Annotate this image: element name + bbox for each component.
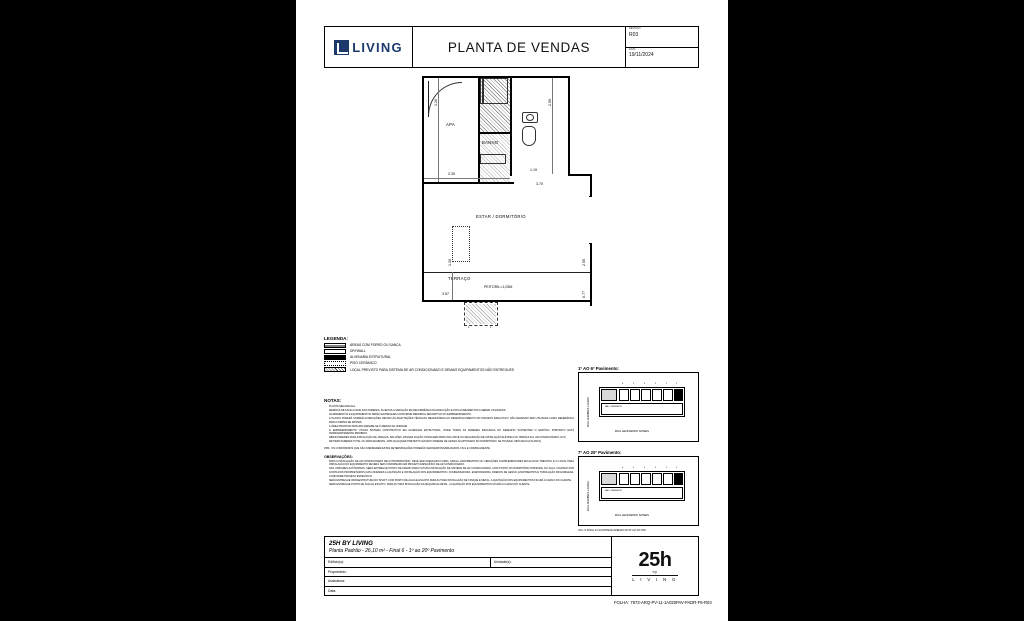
living-logo-mark bbox=[334, 40, 349, 55]
unit-mark: 5 bbox=[633, 467, 635, 469]
legend-item bbox=[324, 343, 554, 348]
dim-1-19: 1.19 bbox=[530, 168, 537, 172]
situation-block-1 bbox=[578, 372, 699, 442]
wall-upper-right-inner bbox=[510, 76, 512, 176]
title-block bbox=[324, 26, 699, 68]
notes-heading: NOTAS: bbox=[324, 398, 342, 403]
drawing-sheet bbox=[296, 0, 728, 621]
project-subtitle: Planta Padrão - 26,10 m² - Final 6 - 1º ao 20º Pavimento bbox=[329, 548, 455, 554]
ac-location-hatch bbox=[466, 304, 496, 324]
window-right bbox=[589, 196, 592, 244]
note-item: A ÁREA PRIVATIVA INDICADA REFERE-SE À MEDIDA DA UNIDADE. bbox=[329, 424, 408, 428]
entrance-door-leaf bbox=[428, 81, 429, 117]
unit-mark: 3 bbox=[655, 467, 657, 469]
unit-cell bbox=[619, 389, 629, 401]
corridor-label-1: HALL / PAVIMENTO bbox=[605, 406, 623, 408]
legend-item bbox=[324, 355, 554, 360]
unit-cell-highlight bbox=[674, 473, 683, 485]
revision-row bbox=[626, 27, 698, 48]
wall-bottom bbox=[422, 300, 592, 302]
legend-item bbox=[324, 361, 554, 366]
room-label-banho: BANHO bbox=[482, 140, 499, 145]
note-item: A PLANTA PODERÁ SOFRER ALTERAÇÕES DEVIDO ÀS ADAPTAÇÕES TÉCNICAS NECESSÁRIAS AO DESENVOLVIMENTO DO PROJETO EXECUTIVO, NÃO DEVENDO SER UTILIZADA COMO REFERÊNCIA PARA COMPRA DE MÓVEIS. bbox=[329, 417, 574, 424]
core-2 bbox=[601, 473, 617, 485]
note-item: ABRIR PAREDES PARA INSTALAÇÃO DE JANELAS, BALCÕES, PASSAR FIAÇÃO, PASSAGEM PARA INCLUSIVE OU REALIZAÇÃO DE INSTALAÇÃO ELÉTRICA OU HIDRÁULICA, AR CONDICIONADO, ETC; bbox=[329, 436, 567, 440]
legend-swatch-ceramic bbox=[324, 361, 346, 366]
situation-1-heading: 1º AO 6º Pavimento: bbox=[578, 366, 619, 371]
room-label-estar: ESTAR / DORMITÓRIO bbox=[476, 214, 526, 219]
observation-item: PARA A INSTALAÇÃO DE AR CONDICIONADO PELO PROPRIETÁRIO, DEVE SER ADEQUADO FUMIG, SANGA, ENCHIMENTOS OU VEDAÇÕES COMPLEMENTARES EM ALGUNS TRECHOS, E O LOCAL PARA INSTALAÇÃO DO EQUIPAMENTO DEVERÁ SER CONFIRMADO EM PROJETO ESPECÍFICO DE AR CONDICIONADO. bbox=[329, 459, 574, 467]
notes-list bbox=[324, 405, 574, 444]
situation-2-heading: 7º AO 20º Pavimento: bbox=[578, 450, 622, 455]
core-1 bbox=[601, 389, 617, 401]
date-row bbox=[626, 48, 698, 68]
terrace-divider bbox=[424, 272, 590, 273]
sheet-number: FOLHA: 7873-ARQ-PV-11-1A020PAV-PADR-F6-R03 bbox=[614, 600, 712, 605]
wall-right-top bbox=[568, 76, 570, 176]
unit-cell-highlight bbox=[674, 389, 683, 401]
street-label-left-2: RUA ADRIBES LADOA bbox=[586, 481, 590, 511]
unit-cell bbox=[630, 473, 640, 485]
shower-box bbox=[480, 78, 508, 104]
dim-3-57: 3.57 bbox=[442, 292, 449, 296]
street-label-bottom-1: RUA LEONARDO NUNES bbox=[615, 429, 649, 433]
sink-bowl bbox=[526, 114, 534, 121]
field-edificio[interactable]: Edifício(s): bbox=[325, 558, 491, 567]
dim-1-20: 1.20 bbox=[434, 99, 438, 106]
unit-mark: 4 bbox=[644, 467, 646, 469]
observations-list bbox=[324, 460, 574, 487]
unit-cell bbox=[619, 473, 629, 485]
logo-living-text: L I V I N G bbox=[632, 577, 678, 582]
note-item: PLANTA SEM ESCALA. bbox=[329, 405, 356, 408]
corridor-label-2: HALL / PAVIMENTO bbox=[605, 490, 623, 492]
unit-cell bbox=[641, 389, 651, 401]
unit-mark: 2 bbox=[666, 383, 668, 385]
observations-heading: OBSERVAÇÕES: bbox=[324, 454, 353, 459]
unit-mark: 5 bbox=[633, 383, 635, 385]
room-label-apa: APA bbox=[446, 122, 455, 127]
revision-label: REVISÃO bbox=[629, 27, 641, 30]
form-row bbox=[325, 568, 611, 578]
note-item: O EMPREENDIMENTO UTILIZA SISTEMA CONSTRUTIVO EM ALVENARIA ESTRUTURAL, ONDE TODAS AS PAREDES INDICADAS NO DESENHO SUSTENTAM O EDIFÍCIO, PORTANTO ESTÁ TERMINANTEMENTE PROIBIDO: bbox=[329, 428, 574, 436]
note-item: MEDIDAS DE FACE A FACE DAS PAREDES, SUJEITAS A VARIAÇÃO EM DECORRÊNCIA DA EXECUÇÃO E DOS ACABAMENTOS A SEREM UTILIZADOS. bbox=[329, 409, 507, 413]
dim-2-55: 2.55 bbox=[582, 259, 586, 266]
form-row bbox=[325, 577, 611, 587]
legend-label: DRYWALL bbox=[350, 349, 366, 354]
room-label-terraco: TERRAÇO bbox=[448, 276, 471, 281]
sheet-title bbox=[413, 27, 626, 67]
legend bbox=[324, 336, 554, 373]
wall-top-right bbox=[510, 76, 570, 78]
field-proprietario[interactable]: Proprietário: bbox=[328, 569, 347, 574]
dim-1-30: 1.30 bbox=[448, 259, 452, 266]
dim-2-59: 2.59 bbox=[548, 99, 552, 106]
floor-plan bbox=[422, 76, 700, 329]
form-grid bbox=[325, 557, 611, 595]
ac-dim-right: 1 bbox=[490, 326, 492, 329]
unit-cell bbox=[641, 473, 651, 485]
situation-2-note: Obs: O FINAL 27 ACONTECE APENAS DO 8º AO 20º PAV bbox=[578, 529, 647, 532]
observation-item: SERÁ ENTREGUE INFRAESTRUTURA NO SHAFT, COM PONTO DE ÁGUA E ESGOTO PARA FUTURA INSTALAÇÃO DE TANQUE E METAL. A AQUISIÇÃO DOS EQUIPAMENTOS FICARÁ A CARGO DO CLIENTE. bbox=[329, 478, 572, 482]
wall-internal-horizontal bbox=[422, 182, 514, 184]
brand-25h-logo bbox=[612, 537, 698, 595]
dim-3-70: 3.70 bbox=[536, 182, 543, 186]
note-item: ACABAMENTOS E EQUIPAMENTOS SERÃO ENTREGUES CONFORME MEMORIAL DESCRITIVO DO EMPREENDIMENTO. bbox=[329, 413, 472, 417]
legend-label: PISO CERÂMICO bbox=[350, 361, 377, 366]
unit-cell bbox=[663, 473, 673, 485]
project-name: 25H BY LIVING bbox=[329, 540, 373, 547]
laundry-fixture bbox=[480, 154, 506, 164]
unit-cell bbox=[630, 389, 640, 401]
legend-swatch-masonry bbox=[324, 355, 346, 360]
revision-value: R03 bbox=[629, 31, 639, 38]
legend-item bbox=[324, 349, 554, 354]
street-label-bottom-2: RUA LEONARDO NUNES bbox=[615, 513, 649, 517]
notes-obs-legal: OBS.: OS CONDÔMINOS QUE NÃO ATENDEREM ESTAS DETERMINAÇÕES PODERÃO SER RESPONSABILIZADOS CIVIL E CRIMINALMENTE. bbox=[324, 446, 491, 450]
situation-block-2 bbox=[578, 456, 699, 526]
wall-step-h bbox=[568, 174, 592, 176]
observation-item: SERÁ ENTREGUE PONTO DE ÁGUA E ESGOTO, PARA FUTURA INSTALAÇÃO DA MÁQUINA E METAL. A AQUISIÇÃO DOS EQUIPAMENTOS FICARÁ A CARGO DO CLIENTE. bbox=[329, 482, 530, 486]
sill-note: PEITORIL=1,03M bbox=[484, 285, 513, 289]
dim-2-35: 2.35 bbox=[448, 172, 455, 176]
wall-left-upper bbox=[422, 76, 424, 184]
legend-label: LOCAL PREVISTO PARA SISTEMA DE AR CONDICIONADO E DEMAIS EQUIPAMENTOS NÃO ENTREGUES bbox=[350, 367, 514, 372]
date-label: DATA bbox=[629, 47, 636, 51]
unit-cell bbox=[652, 389, 662, 401]
form-row bbox=[325, 558, 611, 568]
field-unidade[interactable]: Unidade(s): bbox=[493, 560, 512, 565]
living-logo bbox=[325, 27, 413, 67]
logo-25h-text: 25h bbox=[638, 549, 672, 571]
legend-item bbox=[324, 367, 554, 372]
unit-mark: 3 bbox=[655, 383, 657, 385]
field-data[interactable]: Data: bbox=[328, 588, 337, 593]
logo-by-text: by bbox=[652, 570, 658, 574]
unit-cell bbox=[663, 389, 673, 401]
sheet-title-text: PLANTA DE VENDAS bbox=[447, 39, 591, 55]
legend-swatch-ceiling bbox=[324, 343, 346, 348]
unit-mark: 4 bbox=[644, 383, 646, 385]
legend-label: ALVENARIA ESTRUTURAL bbox=[350, 355, 391, 360]
unit-mark: 6 bbox=[622, 383, 624, 385]
furniture-outline bbox=[452, 226, 470, 262]
unit-mark: 1 bbox=[676, 383, 678, 385]
dim-0-77: 0.77 bbox=[582, 291, 586, 298]
unit-cell bbox=[652, 473, 662, 485]
note-item: RETIRAR PAREDES TOTAL OU PARCIALMENTE, SOB QUALQUER PRETEXTO (EXCETO PAREDE DE GESSO ACARTONADO DO DORMITÓRIO, SE HOUVER, INDICADA NA PLANTA). bbox=[329, 440, 542, 444]
corridor-1 bbox=[601, 403, 683, 415]
unit-mark: 1 bbox=[676, 467, 678, 469]
toilet-fixture bbox=[522, 126, 536, 146]
form-row bbox=[325, 587, 611, 596]
corridor-2 bbox=[601, 487, 683, 499]
wall-left-lower bbox=[422, 182, 424, 302]
legend-swatch-drywall bbox=[324, 349, 346, 354]
living-logo-text: LIVING bbox=[352, 39, 403, 55]
sheet-meta bbox=[626, 27, 698, 67]
bottom-block bbox=[324, 536, 699, 596]
legend-label: ÁREAS COM FORRO OU SANCA bbox=[350, 343, 401, 348]
notes-block bbox=[324, 398, 574, 487]
legend-swatch-ac bbox=[324, 367, 346, 372]
legend-heading: LEGENDA: bbox=[324, 336, 348, 341]
date-value: 19/11/2024 bbox=[629, 52, 654, 59]
unit-mark: 6 bbox=[622, 467, 624, 469]
unit-mark: 2 bbox=[666, 467, 668, 469]
ac-dim-left: 1 bbox=[468, 326, 470, 329]
street-label-left-1: RUA ADRIBES LADOA bbox=[586, 397, 590, 427]
observation-item: NAS UNIDADES AUTÔNOMAS, SERÁ ENTREGUE PONTO DE DRENO PARA FUTURA INSTALAÇÃO DE SISTEMA DE AR CONDICIONADO, COM PONTO NO DORMITÓRIO PRINCIPAL DU SALA, FICANDO POR CONTA DOS PROPRIETÁRIOS DAS UNIDADES A AQUISIÇÃO E INSTALAÇÃO DOS EQUIPAMENTOS / CONDENSADORA, EVAPORADORA, DRENOS DE GESSO, ENCHIMENTOS E TUBULAÇÃO FRIGORIGENA, CONFORME PROJETO ESPECÍFICO. bbox=[329, 467, 574, 478]
shower-line bbox=[482, 78, 484, 104]
field-assinatura[interactable]: Assinatura: bbox=[328, 579, 345, 584]
